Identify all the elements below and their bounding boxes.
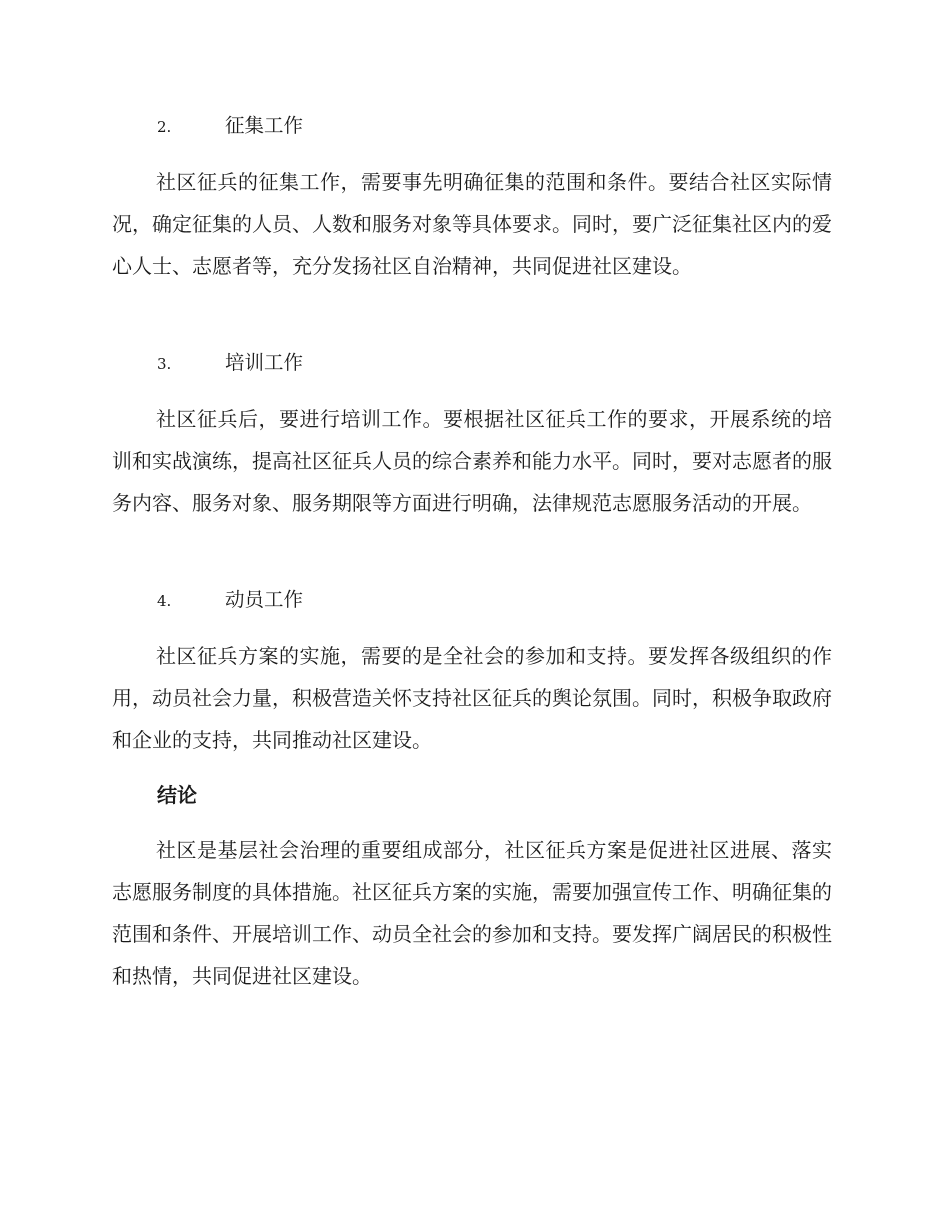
section-number: 3. bbox=[157, 355, 172, 373]
section-paragraph-3: 社区征兵后，要进行培训工作。要根据社区征兵工作的要求，开展系统的培训和实战演练，提高社区征兵人员的综合素养和能力水平。同时，要对志愿者的服务内容、服务对象、服务期限等方面进行明确，法律规范志愿服务活动的开展。 bbox=[112, 407, 832, 515]
section-number: 2. bbox=[157, 118, 172, 136]
conclusion-heading: 结论 bbox=[157, 783, 197, 807]
section-paragraph-2: 社区征兵的征集工作，需要事先明确征集的范围和条件。要结合社区实际情况，确定征集的人员、人数和服务对象等具体要求。同时，要广泛征集社区内的爱心人士、志愿者等，充分发扬社区自治精神，共同促进社区建设。 bbox=[112, 170, 832, 278]
section-number: 4. bbox=[157, 592, 172, 610]
section-title: 培训工作 bbox=[225, 351, 304, 374]
section-paragraph-4: 社区征兵方案的实施，需要的是全社会的参加和支持。要发挥各级组织的作用，动员社会力量，积极营造关怀支持社区征兵的舆论氛围。同时，积极争取政府和企业的支持，共同推动社区建设。 bbox=[112, 644, 832, 752]
section-heading-3 bbox=[157, 351, 303, 376]
conclusion-paragraph: 社区是基层社会治理的重要组成部分，社区征兵方案是促进社区进展、落实志愿服务制度的具体措施。社区征兵方案的实施，需要加强宣传工作、明确征集的范围和条件、开展培训工作、动员全社会的参加和支持。要发挥广阔居民的积极性和热情，共同促进社区建设。 bbox=[112, 838, 832, 988]
section-title: 征集工作 bbox=[225, 114, 304, 137]
section-heading-2 bbox=[157, 114, 303, 139]
section-title: 动员工作 bbox=[225, 588, 304, 611]
section-heading-4 bbox=[157, 588, 303, 613]
